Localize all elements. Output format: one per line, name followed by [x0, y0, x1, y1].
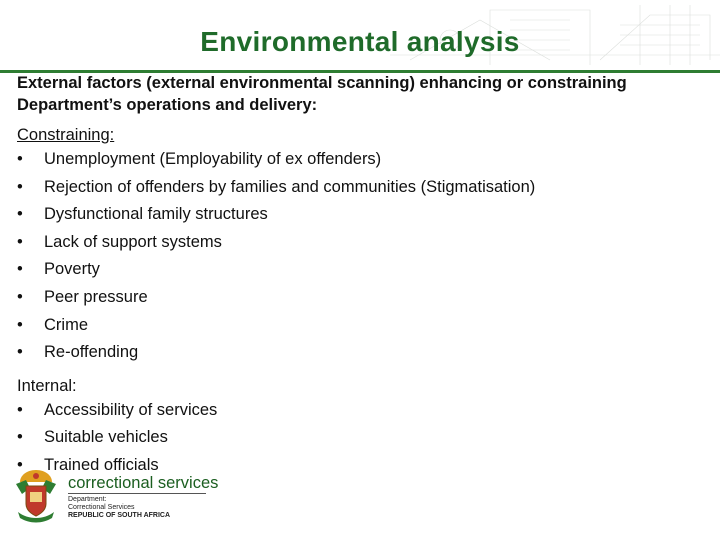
bullet-icon: • — [17, 455, 23, 474]
constraining-label: Constraining: — [17, 126, 115, 144]
list-item: • Trained officials — [17, 452, 707, 480]
intro-text: External factors (external environmental scanning) enhancing or constraining Department’s operations and delivery: — [17, 74, 627, 114]
bullet-icon: • — [17, 232, 23, 251]
bullet-icon: • — [17, 315, 23, 334]
list-item: • Peer pressure — [17, 284, 707, 312]
internal-label: Internal: — [17, 376, 77, 395]
slide-content — [17, 72, 707, 480]
list-item: • Rejection of offenders by families and communities (Stigmatisation) — [17, 174, 707, 202]
department-text: Department: Correctional Services REPUBLIC OF SOUTH AFRICA — [68, 496, 171, 519]
bullet-icon: • — [17, 177, 23, 196]
page-title: Environmental analysis — [200, 26, 520, 57]
bullet-icon: • — [17, 343, 23, 362]
brand-divider — [68, 493, 206, 494]
list-item: • Lack of support systems — [17, 229, 707, 257]
bullet-icon: • — [17, 428, 23, 447]
list-item: • Poverty — [17, 256, 707, 284]
brand-name: correctional services — [68, 474, 219, 492]
coat-of-arms-icon — [12, 466, 60, 524]
footer-logo — [12, 466, 232, 526]
constraining-list — [17, 146, 707, 367]
list-item: • Re-offending — [17, 339, 707, 367]
bullet-icon: • — [17, 400, 23, 419]
bullet-icon: • — [17, 205, 23, 224]
bullet-icon: • — [17, 150, 23, 168]
bullet-icon: • — [17, 260, 23, 279]
list-item: • Suitable vehicles — [17, 424, 707, 452]
list-item: • Unemployment (Employability of ex offenders) — [17, 146, 707, 174]
list-item: • Accessibility of services — [17, 397, 707, 425]
list-item: • Crime — [17, 312, 707, 340]
list-item: • Dysfunctional family structures — [17, 201, 707, 229]
bullet-icon: • — [17, 287, 23, 306]
